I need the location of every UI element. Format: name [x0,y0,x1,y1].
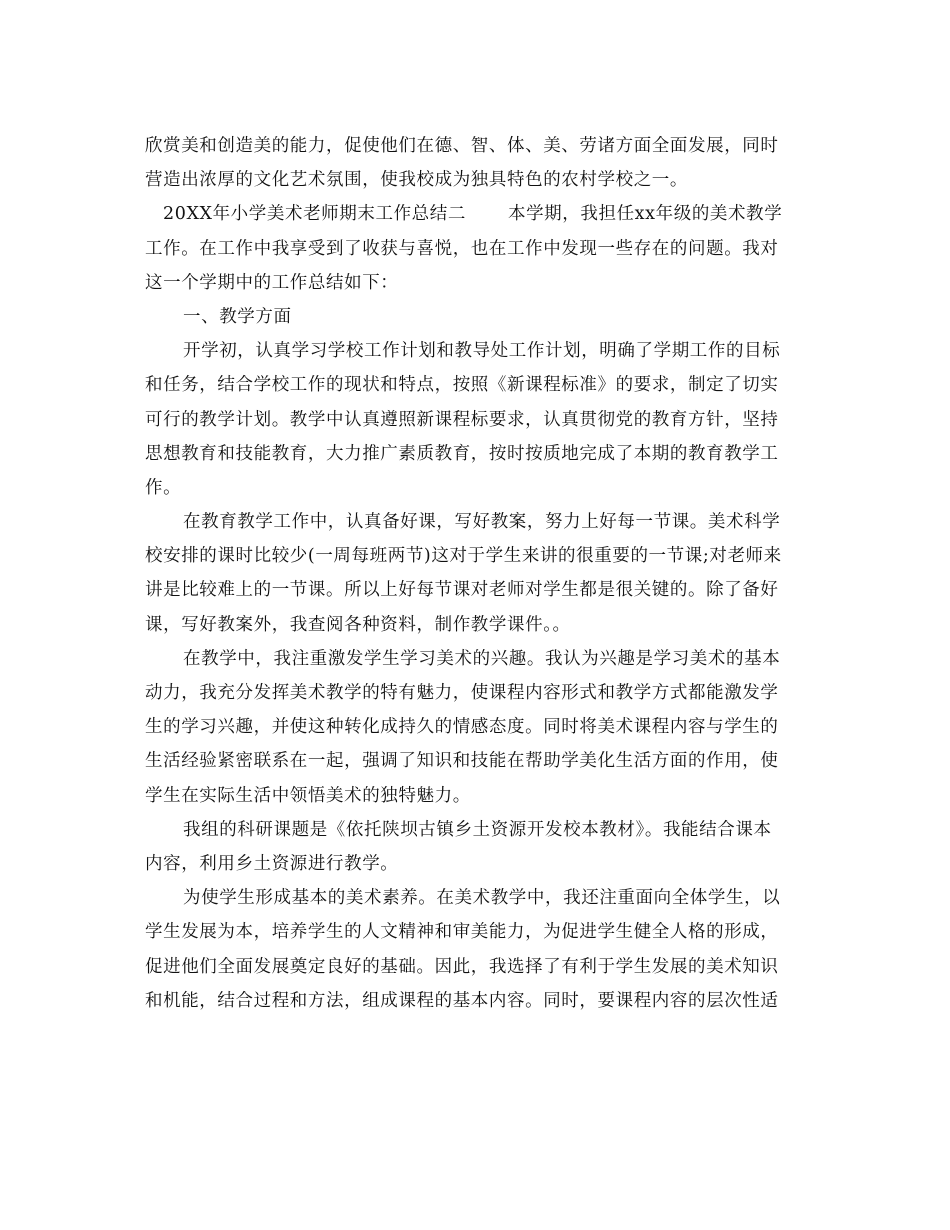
paragraph-start: 在教育教学工作中，认真备好课，写好教案，努力上好每一节课。美术科学 [183,512,781,533]
text-line: 校安排的课时比较少(一周每班两节)这对于学生来讲的很重要的一节课;对老师来 [145,546,782,567]
text-line: 和机能，结合过程和方法，组成课程的基本内容。同时，要课程内容的层次性适 [145,990,779,1011]
text-line: 这一个学期中的工作总结如下： [145,272,399,293]
text-line: 营造出浓厚的文化艺术氛围，使我校成为独具特色的农村学校之一。 [145,170,688,191]
intro-text: 本学期，我担任xx年级的美术教学 [507,204,783,225]
text-line: 动力，我充分发挥美术教学的特有魅力，使课程内容形式和教学方式都能激发学 [145,683,779,703]
text-line: 和任务，结合学校工作的现状和特点，按照《新课程标准》的要求，制定了切实 [145,375,779,396]
text-line: 思想教育和技能教育，大力推广素质教育，按时按质地完成了本期的教育教学工 [145,443,779,464]
text-line: 学生在实际生活中领悟美术的独特魅力。 [145,785,471,806]
text-line: 讲是比较难上的一节课。所以上好每节课对老师对学生都是很关键的。除了备好 [145,580,779,601]
text-line: 欣赏美和创造美的能力，促使他们在德、智、体、美、劳诸方面全面发展，同时 [145,136,779,156]
paragraph-start: 我组的科研课题是《依托陕坝古镇乡土资源开发校本教材》。我能结合课本 [183,819,772,840]
text-line: 可行的教学计划。教学中认真遵照新课程标要求，认真贯彻党的教育方针，坚持 [145,409,779,430]
paragraph-start: 为使学生形成基本的美术素养。在美术教学中，我还注重面向全体学生，以 [183,888,781,909]
text-line: 生的学习兴趣，并使这种转化成持久的情感态度。同时将美术课程内容与学生的 [145,717,779,738]
subheading: 一、教学方面 [183,306,292,327]
section-title-line [145,197,805,231]
text-line: 生活经验紧密联系在一起，强调了知识和技能在帮助学美化生活方面的作用，使 [145,751,779,772]
paragraph-start: 在教学中，我注重激发学生学习美术的兴趣。我认为兴趣是学习美术的基本 [183,648,781,669]
text-line: 作。 [145,477,182,498]
text-line: 工作。在工作中我享受到了收获与喜悦，也在工作中发现一些存在的问题。我对 [145,238,779,259]
text-line: 内容，利用乡土资源进行教学。 [145,853,399,874]
document-body [145,129,805,1018]
section-title: 20XX年小学美术老师期末工作总结二 [163,204,466,225]
paragraph-start: 开学初，认真学习学校工作计划和教导处工作计划，明确了学期工作的目标 [183,341,781,362]
text-line: 课，写好教案外，我查阅各种资料，制作教学课件。。 [145,614,571,635]
text-line: 学生发展为本，培养学生的人文精神和审美能力，为促进学生健全人格的形成， [145,922,779,943]
text-line: 促进他们全面发展奠定良好的基础。因此，我选择了有利于学生发展的美术知识 [145,956,779,977]
